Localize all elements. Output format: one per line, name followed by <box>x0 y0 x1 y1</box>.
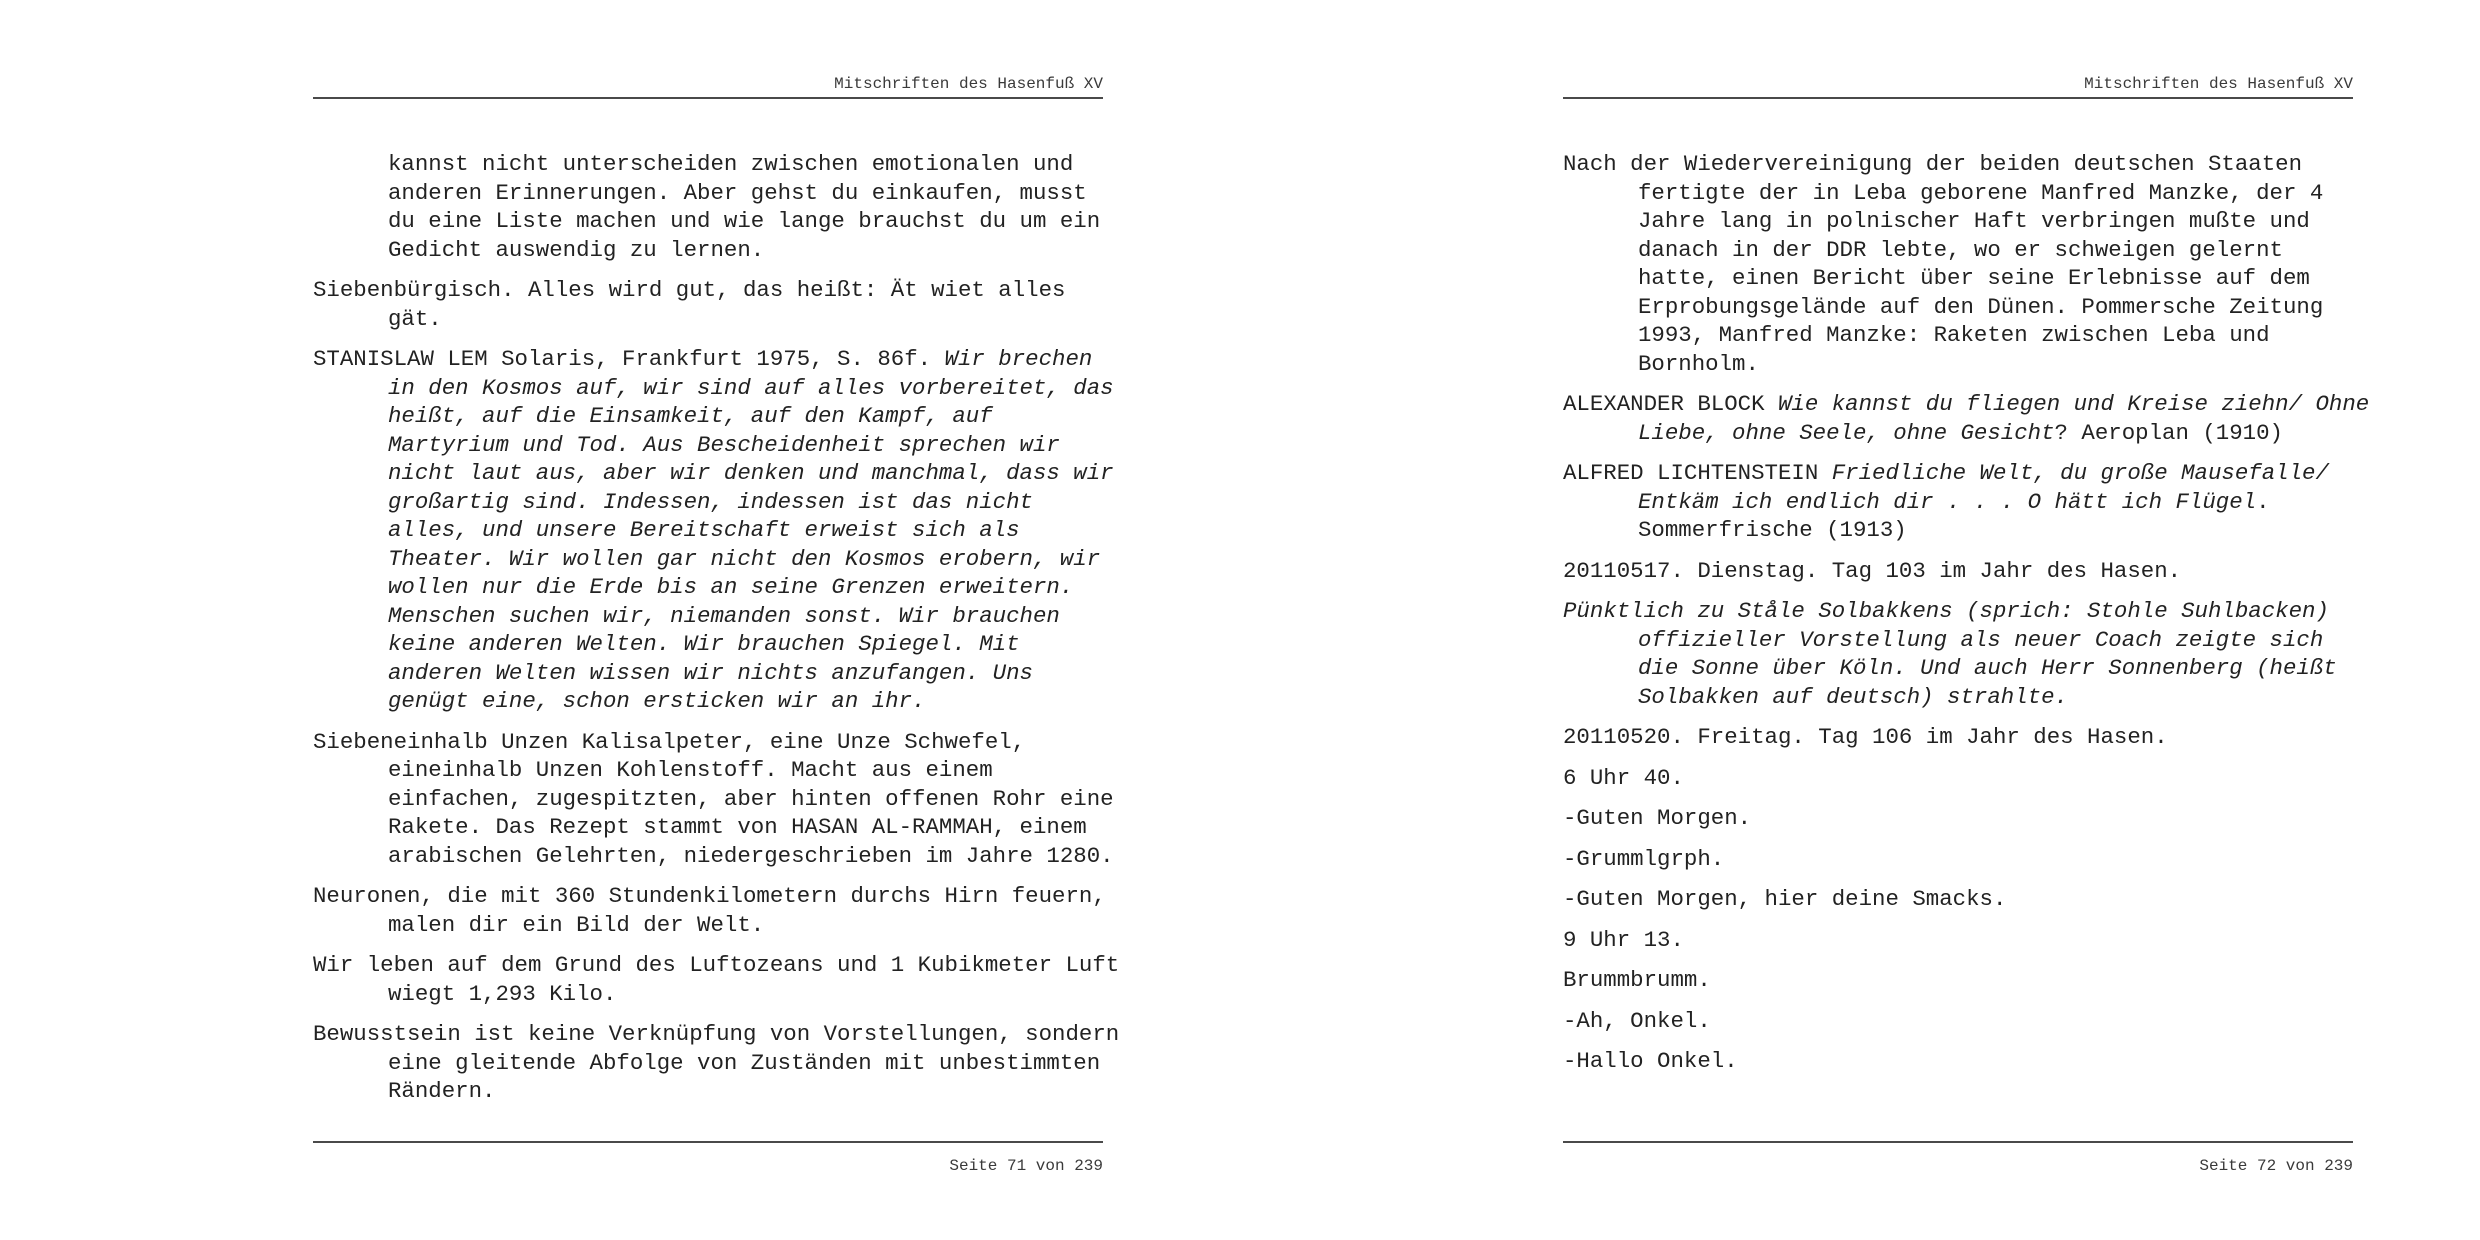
text-line: fertigte der in Leba geborene Manfred Manzke, der 4 <box>1638 179 2324 206</box>
quote-text: Wie kannst du fliegen und Kreise ziehn/ Ohne <box>1778 391 2370 417</box>
text-line <box>1638 488 2358 517</box>
text-line: Wir leben auf dem Grund des Luftozeans und 1 Kubikmeter Luft <box>313 952 1120 978</box>
quote-text: Liebe, ohne Seele, ohne Gesicht <box>1638 419 2055 446</box>
text-line: Solbakken auf deutsch) strahlte. <box>1638 683 2068 710</box>
text-line: Bewusstsein ist keine Verknüpfung von Vorstellungen, sondern <box>313 1021 1120 1047</box>
text-line: Gedicht auswendig zu lernen. <box>388 236 765 263</box>
paragraph <box>1563 966 2358 995</box>
quote-text: Wir brechen <box>944 346 1093 372</box>
quote-line: genügt eine, schon ersticken wir an ihr. <box>388 688 926 714</box>
quote-line: nicht laut aus, aber wir denken und manchmal, dass wir <box>388 460 1114 486</box>
diary-date <box>1563 557 2358 586</box>
quote-text: Friedliche Welt, du große Mausefalle/ <box>1831 460 2329 486</box>
text-line: Rakete. Das Rezept stammt von HASAN AL-RAMMAH, einem <box>388 814 1087 840</box>
text-line: 6 Uhr 40. <box>1563 764 1684 791</box>
citation: . <box>2256 488 2270 515</box>
text-line: -Grummlgrph. <box>1563 845 1725 872</box>
text-line: einfachen, zugespitzten, aber hinten offenen Rohr eine <box>388 785 1114 812</box>
quote-line: anderen Welten wissen wir nichts anzufangen. Uns <box>388 659 1033 686</box>
page-body <box>1563 150 2370 1088</box>
dialogue-line <box>1563 1047 2358 1076</box>
text-line: arabischen Gelehrten, niedergeschrieben im Jahre 1280. <box>388 842 1114 869</box>
text-line: -Guten Morgen. <box>1563 805 1752 831</box>
quote-line: wollen nur die Erde bis an seine Grenzen erweitern. <box>388 574 1074 600</box>
text-line: Nach der Wiedervereinigung der beiden deutschen Staaten <box>1563 151 2303 177</box>
text-line: du eine Liste machen und wie lange brauchst du um ein <box>388 208 1101 234</box>
text-line: 20110520. Freitag. Tag 106 im Jahr des Hasen. <box>1563 724 2168 750</box>
citation: ALEXANDER BLOCK <box>1563 391 1778 417</box>
paragraph <box>313 276 1108 333</box>
text-line: gät. <box>388 305 442 332</box>
paragraph <box>1563 926 2358 955</box>
paragraph <box>1563 764 2358 793</box>
text-line: eineinhalb Unzen Kohlenstoff. Macht aus einem <box>388 757 993 783</box>
text-line: wiegt 1,293 Kilo. <box>388 980 617 1007</box>
paragraph-quote-block <box>1563 390 2370 447</box>
quote-line: großartig sind. Indessen, indessen ist das nicht <box>388 488 1033 515</box>
paragraph <box>313 728 1114 871</box>
paragraph <box>1563 150 2358 378</box>
text-line: hatte, einen Bericht über seine Erlebnisse auf dem <box>1638 265 2310 291</box>
text-line: Pünktlich zu Ståle Solbakkens (sprich: Stohle Suhlbacken) <box>1563 598 2329 624</box>
text-line <box>313 345 1108 374</box>
text-line: 20110517. Dienstag. Tag 103 im Jahr des Hasen. <box>1563 557 2182 584</box>
left-page <box>313 0 1120 1240</box>
text-line: Jahre lang in polnischer Haft verbringen mußte und <box>1638 208 2310 234</box>
quote-line: in den Kosmos auf, wir sind auf alles vorbereitet, das <box>388 374 1114 401</box>
citation: STANISLAW LEM Solaris, Frankfurt 1975, S. 86f. <box>313 346 945 372</box>
text-line: Siebeneinhalb Unzen Kalisalpeter, eine Unze Schwefel, <box>313 728 1026 755</box>
text-line: Rändern. <box>388 1078 496 1104</box>
paragraph <box>313 150 1108 264</box>
text-line: Brummbrumm. <box>1563 967 1711 993</box>
paragraph <box>313 951 1120 1008</box>
text-line: Bornholm. <box>1638 350 1759 377</box>
text-line: eine gleitende Abfolge von Zuständen mit unbestimmten <box>388 1049 1101 1076</box>
quote-line: Martyrium und Tod. Aus Bescheidenheit sprechen wir <box>388 431 1060 458</box>
paragraph-quote-lichtenstein <box>1563 459 2358 545</box>
dialogue-line <box>1563 885 2358 914</box>
paragraph-italic <box>1563 597 2358 711</box>
dialogue-line <box>1563 1007 2358 1036</box>
text-line: 9 Uhr 13. <box>1563 926 1684 953</box>
text-line: die Sonne über Köln. Und auch Herr Sonnenberg (heißt <box>1638 655 2337 681</box>
paragraph <box>313 1020 1120 1106</box>
text-line: Neuronen, die mit 360 Stundenkilometern durchs Hirn feuern, <box>313 883 1106 909</box>
quote-line: Theater. Wir wollen gar nicht den Kosmos erobern, wir <box>388 545 1101 572</box>
dialogue-line <box>1563 804 2358 833</box>
paragraph-quote-lem <box>313 345 1114 716</box>
header-rule <box>313 97 1103 99</box>
header-rule <box>1563 97 2353 99</box>
page-number: Seite 71 von 239 <box>949 1157 1103 1175</box>
text-line <box>1563 390 2370 419</box>
text-line: offizieller Vorstellung als neuer Coach zeigte sich <box>1638 626 2324 653</box>
text-line: Sommerfrische (1913) <box>1638 517 1907 543</box>
right-page <box>1563 0 2370 1240</box>
footer-rule <box>1563 1141 2353 1143</box>
quote-line: alles, und unsere Bereitschaft erweist sich als <box>388 517 1020 543</box>
text-line <box>1563 459 2358 488</box>
running-header: Mitschriften des Hasenfuß XV <box>834 75 1103 93</box>
diary-date <box>1563 723 2358 752</box>
citation: ALFRED LICHTENSTEIN <box>1563 460 1832 486</box>
text-line: anderen Erinnerungen. Aber gehst du einkaufen, musst <box>388 179 1087 206</box>
text-line: 1993, Manfred Manzke: Raketen zwischen Leba und <box>1638 322 2270 348</box>
dialogue-line <box>1563 845 2358 874</box>
quote-line: Menschen suchen wir, niemanden sonst. Wir brauchen <box>388 602 1060 629</box>
page-body <box>313 150 1120 1118</box>
text-line: danach in der DDR lebte, wo er schweigen gelernt <box>1638 236 2283 263</box>
quote-line: heißt, auf die Einsamkeit, auf den Kampf, auf <box>388 403 993 429</box>
text-line: -Ah, Onkel. <box>1563 1007 1711 1034</box>
quote-text: Entkäm ich endlich dir . . . O hätt ich Flügel <box>1638 488 2257 515</box>
text-line: -Guten Morgen, hier deine Smacks. <box>1563 886 2007 912</box>
running-header: Mitschriften des Hasenfuß XV <box>2084 75 2353 93</box>
text-line: kannst nicht unterscheiden zwischen emotionalen und <box>388 151 1074 177</box>
page-number: Seite 72 von 239 <box>2199 1157 2353 1175</box>
citation: ? Aeroplan (1910) <box>2054 419 2283 446</box>
text-line <box>1638 419 2358 448</box>
quote-line: keine anderen Welten. Wir brauchen Spiegel. Mit <box>388 631 1020 657</box>
text-line: -Hallo Onkel. <box>1563 1048 1738 1074</box>
text-line: malen dir ein Bild der Welt. <box>388 911 765 938</box>
footer-rule <box>313 1141 1103 1143</box>
paragraph <box>313 882 1108 939</box>
text-line: Erprobungsgelände auf den Dünen. Pommersche Zeitung <box>1638 293 2324 320</box>
text-line: Siebenbürgisch. Alles wird gut, das heißt: Ät wiet alles <box>313 277 1066 303</box>
